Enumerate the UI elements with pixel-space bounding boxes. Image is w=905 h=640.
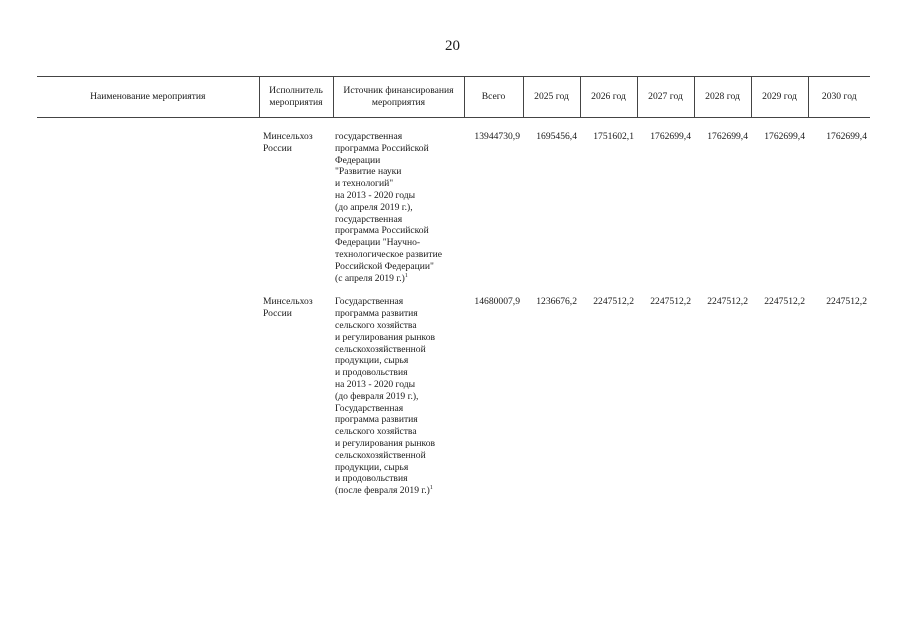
cell-2026: 1751602,1 xyxy=(593,131,634,142)
source-text: государственная программа Российской Федерации "Развитие науки и технологий" на 2013 - 2020 годы (до апреля 2019 г.), государственная программа Российской Федерации "Научно- технологическое развитие Российской Федерации" (с апреля 2019 г.) xyxy=(335,131,442,284)
cell-2028: 2247512,2 xyxy=(707,296,748,308)
header-2026: 2026 год xyxy=(580,77,637,118)
cell-2027: 1762699,4 xyxy=(650,131,691,142)
cell-2026: 2247512,2 xyxy=(593,296,634,308)
cell-2029: 2247512,2 xyxy=(764,296,805,308)
footnote-marker: 1 xyxy=(429,485,433,492)
cell-2025: 1236676,2 xyxy=(536,296,577,308)
cell-executor: Минсельхоз России xyxy=(263,296,313,320)
header-2030: 2030 год xyxy=(808,77,870,118)
cell-2030: 1762699,4 xyxy=(826,131,867,142)
cell-executor: Минсельхоз России xyxy=(263,131,313,154)
header-executor: Исполнитель мероприятия xyxy=(259,77,333,118)
header-name: Наименование мероприятия xyxy=(37,77,259,118)
cell-2029: 1762699,4 xyxy=(764,131,805,142)
cell-2025: 1695456,4 xyxy=(536,131,577,142)
cell-2028: 1762699,4 xyxy=(707,131,748,142)
header-total: Всего xyxy=(464,77,523,118)
cell-name xyxy=(37,284,259,497)
header-2029: 2029 год xyxy=(751,77,808,118)
page-number: 20 xyxy=(445,38,460,54)
cell-total: 14680007,9 xyxy=(474,296,520,308)
cell-name xyxy=(37,118,259,285)
source-text: Государственная программа развития сельского хозяйства и регулирования рынков сельскохозяйственной продукции, сырья и продовольствия на 2013 - 2020 годы (до февраля 2019 г.), Государственная программа развития сельского хозяйства и регулирования рынков сельскохозяйственной продукции, сырья и продовольствия (после февраля 2019 г.) xyxy=(335,296,436,497)
cell-source xyxy=(333,284,464,497)
table-row xyxy=(37,284,870,497)
footnote-marker: 1 xyxy=(404,272,408,279)
table-row xyxy=(37,118,870,285)
header-2027: 2027 год xyxy=(637,77,694,118)
funding-table xyxy=(37,76,870,497)
cell-2030: 2247512,2 xyxy=(826,296,867,308)
header-2028: 2028 год xyxy=(694,77,751,118)
table-header-row xyxy=(37,77,870,118)
header-2025: 2025 год xyxy=(523,77,580,118)
cell-total: 13944730,9 xyxy=(474,131,520,142)
cell-source xyxy=(333,118,464,285)
cell-2027: 2247512,2 xyxy=(650,296,691,308)
header-source: Источник финансирования мероприятия xyxy=(333,77,464,118)
